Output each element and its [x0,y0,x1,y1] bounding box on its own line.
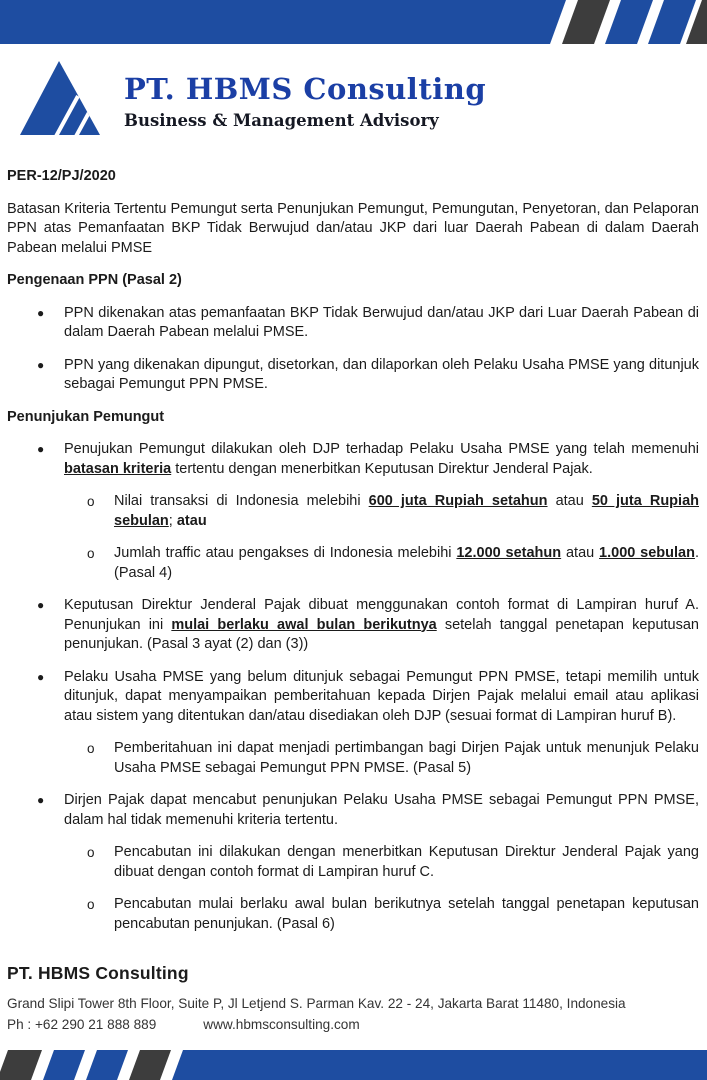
sub-bullet-item [7,739,699,778]
bullet-item [7,356,699,395]
text-run: 50 juta Rupiah sebulan [114,493,699,529]
bullet-text [64,668,699,727]
footer-contact-row [7,1014,698,1035]
text-run: PPN yang dikenakan dipungut, disetorkan, dan dilaporkan oleh Pelaku Usaha PMSE yang ditunjuk sebagai Pemungut PPN PMSE. [64,356,699,392]
section-heading [7,167,699,187]
logo-text [124,58,486,130]
text-run: atau [547,493,592,509]
bullet-text [114,895,699,934]
text-run: Jumlah traffic atau pengakses di Indonesia melebihi [114,545,457,561]
bullet-text [64,304,699,343]
footer-stripe-blue [43,1050,85,1080]
header-stripes [0,0,707,44]
text-run: Keputusan Direktur Jenderal Pajak dibuat menggunakan contoh format di Lampiran huruf A. Penunjukan ini [64,597,699,633]
footer-company-name: PT. HBMS Consulting [7,963,189,983]
footer-bar-blue [172,1050,707,1080]
text-run: atau [176,512,207,529]
bullet-item [7,668,699,727]
bullet-marker: ● [37,669,45,684]
circle-marker: o [87,741,95,756]
footer-stripe-dark [0,1050,42,1080]
text-run: Pengenaan PPN (Pasal 2) [7,272,182,288]
company-logo-triangle-icon [18,58,102,138]
bullet-item [7,596,699,655]
sub-bullet-item [7,895,699,934]
bullet-item [7,791,699,830]
letterhead [18,58,486,138]
footer-stripe-blue [86,1050,128,1080]
text-run: 600 juta Rupiah setahun [368,493,548,509]
bullet-text [64,440,699,479]
text-run: mulai berlaku awal bulan berikutnya [171,616,437,633]
footer-stripe-dark [129,1050,171,1080]
sub-bullet-item [7,492,699,531]
company-name: PT. HBMS Consulting [124,72,487,106]
circle-marker: o [87,845,95,860]
text-run: Pencabutan mulai berlaku awal bulan berikutnya setelah tanggal penetapan keputusan pencabutan penunjukan. (Pasal 6) [114,896,699,932]
bullet-text [114,544,699,583]
header-decoration [0,0,707,44]
text-run: tertentu dengan menerbitkan Keputusan Direktur Jenderal Pajak. [171,460,593,477]
company-tagline: Business & Management Advisory [124,110,439,130]
circle-marker: o [87,546,95,561]
footer-website: www.hbmsconsulting.com [203,1017,360,1032]
section-heading [7,408,699,428]
section-heading [7,271,699,291]
bullet-marker: ● [37,305,45,320]
bullet-marker: ● [37,793,45,807]
letter-footer [0,963,707,1050]
text-run: Dirjen Pajak dapat mencabut penunjukan Pelaku Usaha PMSE sebagai Pemungut PPN PMSE, dalam hal tidak memenuhi kriteria tertentu. [64,792,699,828]
footer-phone: Ph : +62 290 21 888 889 [7,1017,157,1032]
bullet-text [114,492,699,531]
text-run: 12.000 setahun [456,545,562,561]
bullet-text [114,843,699,882]
sub-bullet-item [7,843,699,882]
text-run: Penunjukan Pemungut [7,408,165,425]
text-run: Pelaku Usaha PMSE yang belum ditunjuk sebagai Pemungut PPN PMSE, tetapi memilih untuk ditunjuk, dapat menyampaikan pemberitahuan kepada Dirjen Pajak melalui email atau aplikasi atau sistem yang ditentukan dan/atau disediakan oleh DJP (sesuai format di Lampiran huruf B). [64,668,699,724]
header-bar-blue [0,0,566,44]
header-stripe-blue [605,0,653,44]
bullet-marker: ● [37,357,45,372]
text-run: atau [561,545,600,561]
text-run: Pemberitahuan ini dapat menjadi pertimbangan bagi Dirjen Pajak untuk menunjuk Pelaku Usaha PMSE sebagai Pemungut PPN PMSE. (Pasal 5) [114,740,699,776]
paragraph [7,200,699,259]
bullet-text [64,596,699,655]
text-run: Batasan Kriteria Tertentu Pemungut serta Penunjukan Pemungut, Pemungutan, Penyetoran, dan Pelaporan PPN atas Pemanfaatan BKP Tidak Berwujud dan/atau JKP dari luar Daerah Pabean di dalam Daerah Pabean melalui PMSE [7,200,699,256]
document-body [0,161,707,934]
logo-triangle [20,61,100,135]
bullet-item [7,440,699,479]
text-run: 1.000 sebulan [599,545,695,561]
bullet-item [7,304,699,343]
text-run: setelah tanggal penetapan keputusan penunjukan. (Pasal 3 ayat (2) dan (3)) [64,616,699,652]
bullet-marker: ● [37,442,45,456]
bullet-text [64,791,699,830]
header-stripe-dark [562,0,610,44]
text-run: Nilai transaksi di Indonesia melebihi [114,493,369,509]
text-run: . (Pasal 4) [114,545,699,581]
circle-marker: o [87,494,95,509]
bullet-marker: ● [37,598,45,612]
circle-marker: o [87,897,95,912]
footer-decoration [0,1050,707,1080]
text-run: PPN dikenakan atas pemanfaatan BKP Tidak Berwujud dan/atau JKP dari Luar Daerah Pabean di dalam Daerah Pabean melalui PMSE. [64,304,699,340]
text-run: batasan kriteria [64,460,172,477]
text-run: ; [168,512,177,529]
text-run: Pencabutan ini dilakukan dengan menerbitkan Keputusan Direktur Jenderal Pajak yang dibuat dengan contoh format di Lampiran huruf C. [114,844,699,880]
bullet-text [114,739,699,778]
text-run: Penujukan Pemungut dilakukan oleh DJP terhadap Pelaku Usaha PMSE yang telah memenuhi [64,441,699,457]
footer-address: Grand Slipi Tower 8th Floor, Suite P, Jl Letjend S. Parman Kav. 22 - 24, Jakarta Barat 11480, Indonesia [7,996,626,1011]
bullet-text [64,356,699,395]
sub-bullet-item [7,544,699,583]
text-run: PER-12/PJ/2020 [7,168,116,184]
footer-stripes [0,1050,707,1080]
